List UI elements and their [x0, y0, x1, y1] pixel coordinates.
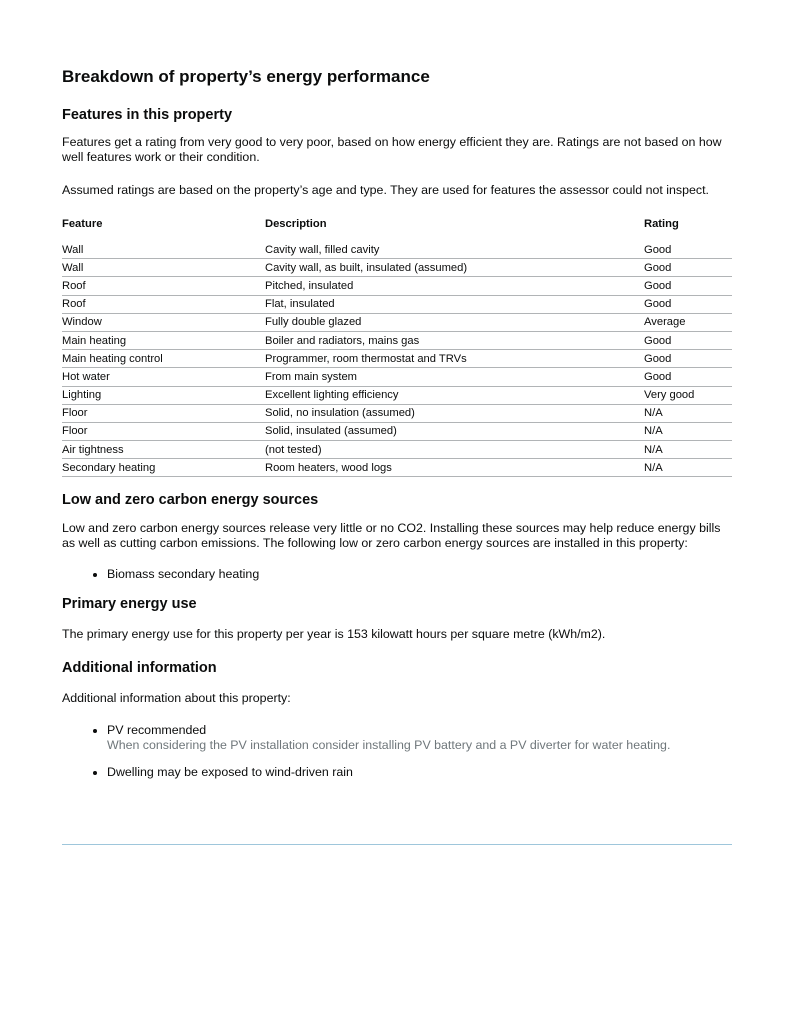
cell-feature: Hot water — [62, 368, 265, 386]
list-item — [107, 765, 732, 780]
cell-rating: N/A — [644, 422, 732, 440]
table-row — [62, 441, 732, 459]
list-item: • Biomass secondary heating — [107, 567, 732, 582]
cell-description: Excellent lighting efficiency — [265, 386, 644, 404]
cell-description: (not tested) — [265, 441, 644, 459]
cell-feature: Main heating control — [62, 350, 265, 368]
page-content — [62, 66, 732, 792]
page-title: Breakdown of property’s energy performance — [62, 67, 430, 86]
cell-feature: Roof — [62, 295, 265, 313]
features-intro-1: Features get a rating from very good to very poor, based on how energy efficient they are. Ratings are not based on how well features work or their condition. — [62, 135, 722, 164]
list-item-detail: When considering the PV installation consider installing PV battery and a PV diverter for water heating. — [107, 738, 671, 753]
cell-description: Cavity wall, as built, insulated (assumed) — [265, 259, 644, 277]
cell-description: Cavity wall, filled cavity — [265, 241, 644, 259]
table-row — [62, 295, 732, 313]
cell-description: Solid, no insulation (assumed) — [265, 404, 644, 422]
additional-info-list — [62, 723, 732, 780]
table-row — [62, 313, 732, 331]
cell-feature: Floor — [62, 404, 265, 422]
cell-rating: Good — [644, 368, 732, 386]
table-header-row — [62, 218, 732, 241]
cell-feature: Floor — [62, 422, 265, 440]
primary-energy-text: The primary energy use for this property per year is 153 kilowatt hours per square metre (kWh/m2). — [62, 627, 606, 642]
table-row — [62, 331, 732, 349]
table-row — [62, 368, 732, 386]
table-row — [62, 241, 732, 259]
features-intro-2: Assumed ratings are based on the property’s age and type. They are used for features the assessor could not inspect. — [62, 183, 709, 197]
list-item-title: PV recommended — [107, 723, 207, 738]
cell-rating: Average — [644, 313, 732, 331]
low-carbon-heading: Low and zero carbon energy sources — [62, 492, 319, 509]
cell-description: Solid, insulated (assumed) — [265, 422, 644, 440]
cell-rating: Good — [644, 331, 732, 349]
low-carbon-list — [62, 567, 732, 582]
cell-description: Room heaters, wood logs — [265, 459, 644, 477]
header-feature: Feature — [62, 218, 103, 230]
cell-feature: Main heating — [62, 331, 265, 349]
list-item-title: Dwelling may be exposed to wind-driven rain — [107, 765, 353, 780]
cell-rating: Good — [644, 350, 732, 368]
table-row — [62, 422, 732, 440]
additional-info-text: Additional information about this property: — [62, 691, 291, 706]
list-item — [107, 723, 732, 753]
cell-rating: N/A — [644, 441, 732, 459]
low-carbon-text: Low and zero carbon energy sources release very little or no CO2. Installing these sources may help reduce energy bills as well as cutting carbon emissions. The following low or zero carbon energy sources are installed in this property: — [62, 521, 721, 551]
cell-feature: Wall — [62, 259, 265, 277]
features-heading: Features in this property — [62, 107, 233, 123]
cell-description: Flat, insulated — [265, 295, 644, 313]
cell-description: From main system — [265, 368, 644, 386]
features-table-body — [62, 241, 732, 477]
bottom-divider — [62, 844, 732, 845]
features-table — [62, 218, 732, 477]
table-row — [62, 259, 732, 277]
table-row — [62, 459, 732, 477]
cell-feature: Lighting — [62, 386, 265, 404]
cell-feature: Secondary heating — [62, 459, 265, 477]
table-row — [62, 386, 732, 404]
cell-feature: Window — [62, 313, 265, 331]
cell-description: Pitched, insulated — [265, 277, 644, 295]
additional-info-heading: Additional information — [62, 660, 217, 677]
cell-rating: N/A — [644, 459, 732, 477]
primary-energy-heading: Primary energy use — [62, 596, 197, 613]
cell-rating: Very good — [644, 386, 732, 404]
cell-rating: Good — [644, 277, 732, 295]
header-rating: Rating — [644, 218, 679, 230]
cell-rating: Good — [644, 295, 732, 313]
cell-rating: N/A — [644, 404, 732, 422]
cell-feature: Wall — [62, 241, 265, 259]
cell-description: Boiler and radiators, mains gas — [265, 331, 644, 349]
header-description: Description — [265, 218, 327, 230]
cell-description: Fully double glazed — [265, 313, 644, 331]
cell-rating: Good — [644, 241, 732, 259]
cell-feature: Roof — [62, 277, 265, 295]
cell-rating: Good — [644, 259, 732, 277]
table-row — [62, 350, 732, 368]
cell-feature: Air tightness — [62, 441, 265, 459]
cell-description: Programmer, room thermostat and TRVs — [265, 350, 644, 368]
table-row — [62, 404, 732, 422]
table-row — [62, 277, 732, 295]
